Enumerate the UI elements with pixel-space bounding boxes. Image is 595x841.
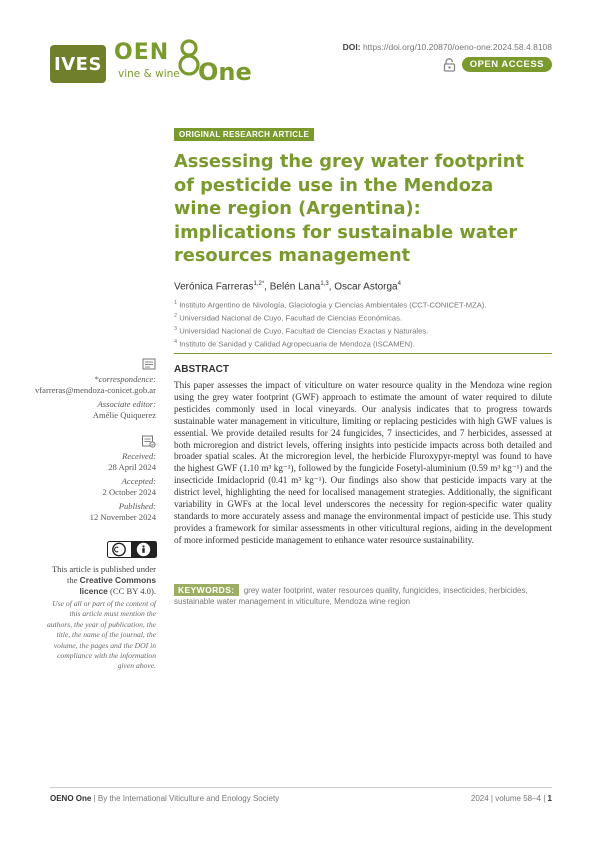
author-name[interactable]: Verónica Farreras [174, 281, 254, 293]
oeno-logo-one: One [198, 58, 252, 86]
ives-logo: IVES [50, 45, 106, 83]
keywords-text: grey water footprint, water resources quality, fungicides, insecticides, herbicides, sustainable water management in viticulture, Mendoza wine region [174, 586, 528, 606]
published-label: Published: [118, 501, 156, 511]
license-link[interactable]: Creative Commons licence [79, 575, 156, 596]
license-statement [46, 564, 156, 597]
accepted-date: 2 October 2024 [102, 487, 156, 497]
oeno-one-logo [114, 38, 252, 90]
open-access-badge: OPEN ACCESS [462, 57, 552, 72]
doi-label: DOI: [342, 42, 361, 52]
oeno-logo-eight-shape [178, 38, 200, 78]
affiliation-text: Universidad Nacional de Cuyo, Facultad de Ciencias Exactas y Naturales. [179, 326, 429, 336]
keywords-label: KEYWORDS: [174, 584, 239, 596]
open-lock-icon [443, 58, 456, 72]
editor-name: Amélie Quiquerez [92, 410, 156, 420]
footer-volume: 2024 | volume 58–4 | [470, 794, 546, 803]
license-prefix: This article is published under the [51, 564, 156, 585]
abstract-heading: ABSTRACT [174, 364, 229, 375]
section-divider [174, 353, 552, 354]
calendar-stamp-icon [141, 434, 156, 448]
author-affil-ref: 1,3 [320, 281, 329, 287]
correspondence-email[interactable]: vfarreras@mendoza-conicet.gob.ar [34, 385, 156, 395]
editor-label: Associate editor: [97, 399, 156, 409]
footer-society: | By the International Viticulture and Enology Society [93, 794, 280, 803]
usage-notice: Use of all or part of the content of this article must mention the authors, the year of publication, the title, the name of the journal, the volume, the pages and the DOI in compliance with the information given above. [46, 599, 156, 671]
footer-journal-name: OENO One [50, 794, 92, 803]
license-suffix: (CC BY 4.0). [110, 586, 156, 596]
abstract-text: This paper assesses the impact of viticulture on water resource quality in the Mendoza wine region using the grey water footprint (GWF) approach to estimate the amount of water required to dilute pesticides commonly used in local vineyards. Our analysis indicates that to progress towards sustainable water management in viticulture, limiting or replacing pesticides with high GWF values is essential. We provide detailed results for 24 fungicides, 7 insecticides, and 7 herbicides, assessed at both microregion and district levels, offering insights into pesticide impacts across both detailed and broader spatial scales. At the microregion level, the herbicide Fluroxypyr-meptyl was found to have the highest GWF (1.10 m³ kg⁻¹), followed by the fungicide Fosetyl-aluminium (0.59 m³ kg⁻¹) and the insecticide Imidacloprid (0.41 m³ kg⁻¹). Our findings also show that pesticide impacts vary at the district level, highlighting the need for localised management strategies. Additionally, the significant variability in GWFs at the local level underscores the necessity for region-specific water quality standards to more accurately assess and manage the environmental impact of pesticide use. This study provides a framework for similar assessments in other viticultural regions, aiding in the development of more informed pesticide management to enhance water resource sustainability. [174, 380, 552, 545]
envelope-icon [142, 358, 156, 370]
author-name[interactable]: Belén Lana [269, 281, 321, 293]
affiliation-item [174, 337, 486, 350]
affiliation-number: 1 [174, 300, 178, 306]
article-type-badge: ORIGINAL RESEARCH ARTICLE [174, 128, 314, 141]
affiliation-text: Instituto de Sanidad y Calidad Agropecuaria de Mendoza (ISCAMEN). [179, 339, 415, 349]
footer-right [471, 794, 552, 803]
affiliation-text: Universidad Nacional de Cuyo, Facultad de Ciencias Económicas. [179, 313, 403, 323]
affiliation-number: 4 [174, 338, 178, 345]
author-separator: , [264, 281, 270, 293]
affiliation-number: 2 [174, 312, 178, 319]
author-affil-ref: 1,2* [253, 281, 265, 287]
affiliation-item [174, 324, 486, 337]
keywords-block [174, 585, 552, 607]
author-list [174, 281, 401, 292]
footer-page-number: 1 [547, 794, 552, 803]
correspondence-block [35, 374, 156, 421]
author-affil-ref: 4 [397, 281, 401, 287]
correspondence-label: *correspondence: [94, 374, 156, 384]
received-label: Received: [122, 451, 156, 461]
affiliation-text: Instituto Argentino de Nivología, Glaciología y Ciencias Ambientales (CCT-CONICET-MZA). [179, 300, 487, 310]
oeno-logo-subtitle: vine & wine [118, 68, 180, 80]
footer-divider [50, 787, 552, 788]
doi-link[interactable]: https://doi.org/10.20870/oeno-one.2024.58.4.8108 [362, 42, 552, 52]
author-name[interactable]: Oscar Astorga [334, 281, 398, 293]
affiliation-number: 3 [174, 325, 178, 332]
oeno-logo-word: OEN [114, 40, 170, 65]
published-date: 12 November 2024 [89, 512, 156, 522]
footer-left [50, 794, 279, 803]
article-title: Assessing the grey water footprint of pesticide use in the Mendoza wine region (Argentina): implications for sustainable water resources management [174, 151, 524, 267]
cc-by-license-icon[interactable] [107, 541, 157, 558]
author-separator: , [328, 281, 335, 293]
accepted-label: Accepted: [121, 476, 156, 486]
open-access-row [443, 57, 552, 72]
affiliation-list [174, 298, 486, 350]
doi-line [343, 42, 552, 52]
affiliation-item [174, 298, 486, 311]
received-date: 28 April 2024 [108, 462, 156, 472]
affiliation-item [174, 311, 486, 324]
dates-block [90, 451, 156, 523]
